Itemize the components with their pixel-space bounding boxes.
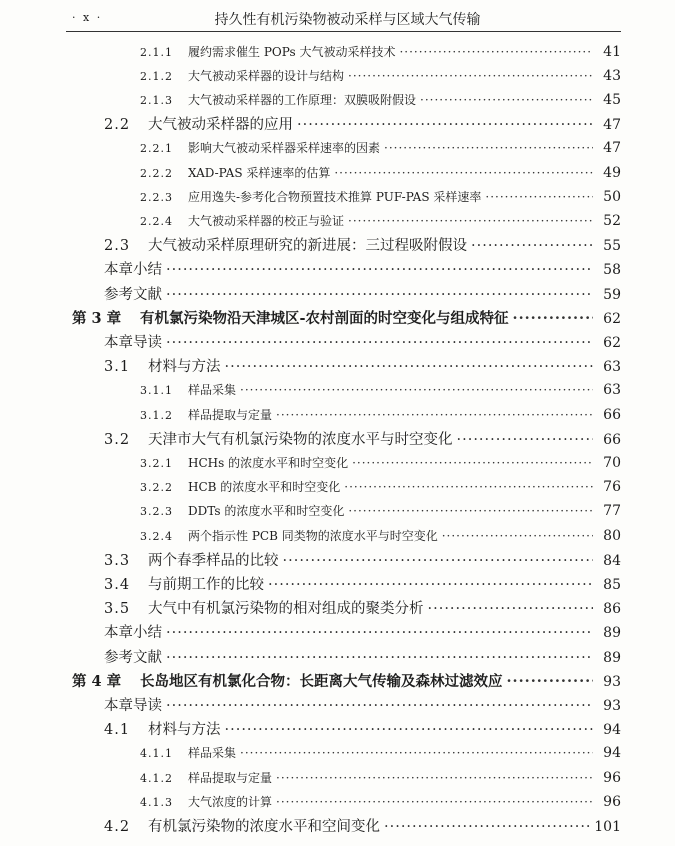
toc-entry-line bbox=[72, 670, 621, 691]
toc-entry-line bbox=[104, 597, 621, 618]
section-title: 影响大气被动采样器采样速率的因素 bbox=[188, 141, 381, 156]
section-number: 2.2.4 bbox=[140, 214, 173, 228]
section-title: 样品采集 bbox=[188, 383, 237, 398]
section-number: 3.2.4 bbox=[140, 529, 173, 543]
dot-leader bbox=[225, 722, 594, 738]
section-title: 大气被动采样器的应用 bbox=[148, 117, 293, 134]
toc-entry-line bbox=[104, 549, 621, 570]
toc-entry[interactable] bbox=[0, 814, 675, 836]
section-number: 2.3 bbox=[104, 238, 131, 255]
dot-leader bbox=[471, 238, 593, 254]
section-number: 4.1.2 bbox=[140, 771, 173, 785]
toc-entry[interactable] bbox=[0, 427, 675, 449]
book-title: 持久性有机污染物被动采样与区域大气传输 bbox=[214, 12, 481, 28]
toc-entry-line bbox=[104, 621, 621, 642]
page-number-ref: 47 bbox=[603, 140, 621, 157]
toc-entry[interactable] bbox=[0, 451, 675, 473]
toc-entry-line bbox=[104, 355, 621, 376]
section-number: 2.1.3 bbox=[140, 93, 173, 107]
page-number-ref: 55 bbox=[603, 238, 621, 255]
section-number: 3.1.2 bbox=[140, 408, 173, 422]
toc-entry-line bbox=[104, 331, 621, 352]
toc-entry[interactable] bbox=[0, 40, 675, 62]
toc-entry-line bbox=[104, 694, 621, 715]
toc-entry[interactable] bbox=[0, 621, 675, 643]
section-title: 履约需求催生 POPs 大气被动采样技术 bbox=[188, 44, 396, 59]
section-number: 3.3 bbox=[104, 552, 131, 569]
section-title: DDTs 的浓度水平和时空变化 bbox=[188, 504, 345, 519]
toc-entry-line bbox=[140, 212, 621, 229]
page-number-ref: 50 bbox=[603, 188, 621, 205]
page-number-ref: 94 bbox=[603, 745, 621, 762]
dot-leader bbox=[166, 335, 593, 351]
dot-leader bbox=[166, 262, 593, 278]
section-title: 参考文献 bbox=[104, 286, 162, 303]
dot-leader bbox=[348, 69, 593, 83]
page-number-ref: 84 bbox=[603, 552, 621, 569]
toc-entry[interactable] bbox=[0, 355, 675, 377]
page-number-ref: 96 bbox=[603, 793, 621, 810]
section-title: 大气浓度的计算 bbox=[188, 794, 273, 809]
section-number: 2.2.3 bbox=[140, 190, 173, 204]
section-title: 参考文献 bbox=[104, 649, 162, 666]
page-number-ref: 76 bbox=[603, 479, 621, 496]
toc-entry-line bbox=[140, 164, 621, 181]
section-title: 本章小结 bbox=[104, 262, 162, 279]
toc-entry[interactable] bbox=[0, 282, 675, 304]
section-title: 本章小结 bbox=[104, 625, 162, 642]
toc-entry-line bbox=[140, 91, 621, 108]
section-title: HCHs 的浓度水平和时空变化 bbox=[188, 455, 349, 470]
dot-leader bbox=[485, 190, 593, 204]
toc-entry-line bbox=[104, 428, 621, 449]
toc-entry[interactable] bbox=[0, 137, 675, 159]
dot-leader bbox=[276, 408, 593, 422]
section-title: 本章导读 bbox=[104, 697, 162, 714]
dot-leader bbox=[283, 553, 594, 569]
running-header bbox=[0, 0, 675, 35]
dot-leader bbox=[428, 601, 594, 617]
toc-entry-line bbox=[140, 793, 621, 810]
page-number-ref: 52 bbox=[603, 212, 621, 229]
dot-leader bbox=[399, 45, 593, 59]
section-title: 大气被动采样器的工作原理：双膜吸附假设 bbox=[188, 92, 417, 107]
section-title: 样品采集 bbox=[188, 746, 237, 761]
page-number-ref: 63 bbox=[603, 359, 621, 376]
page-number-ref: 89 bbox=[603, 649, 621, 666]
page-number-ref: 45 bbox=[603, 91, 621, 108]
toc-entry[interactable] bbox=[0, 766, 675, 788]
page-number-ref: 94 bbox=[603, 722, 621, 739]
section-title: 大气被动采样器的设计与结构 bbox=[188, 68, 345, 83]
toc-entry-line bbox=[104, 113, 621, 134]
toc-entry[interactable] bbox=[0, 476, 675, 498]
toc-entry[interactable] bbox=[0, 548, 675, 570]
toc-entry[interactable] bbox=[0, 718, 675, 740]
section-number: 2.1.2 bbox=[140, 69, 173, 83]
dot-leader bbox=[348, 214, 593, 228]
section-number: 2.2 bbox=[104, 117, 131, 134]
dot-leader bbox=[507, 673, 594, 690]
toc-entry-line bbox=[140, 478, 621, 495]
toc-entry[interactable] bbox=[0, 742, 675, 764]
section-title: HCB 的浓度水平和时空变化 bbox=[188, 480, 341, 495]
toc-entry[interactable] bbox=[0, 209, 675, 231]
dot-leader bbox=[240, 383, 593, 397]
toc-entry-line bbox=[140, 406, 621, 423]
toc-entry-line bbox=[104, 718, 621, 739]
page-number-ref: 41 bbox=[603, 43, 621, 60]
section-number: 3.2 bbox=[104, 431, 131, 448]
page-number-ref: 93 bbox=[603, 697, 621, 714]
section-title: 长岛地区有机氯化合物：长距离大气传输及森林过滤效应 bbox=[140, 672, 503, 690]
section-number: 4.1.3 bbox=[140, 795, 173, 809]
page-number-ref: 96 bbox=[603, 769, 621, 786]
toc-entry-line bbox=[140, 744, 621, 761]
toc-entry[interactable] bbox=[0, 306, 675, 328]
toc-entry[interactable] bbox=[0, 161, 675, 183]
section-number: 3.1.1 bbox=[140, 384, 173, 398]
toc-entry-line bbox=[140, 769, 621, 786]
dot-leader bbox=[276, 771, 593, 785]
toc-entry[interactable] bbox=[0, 403, 675, 425]
section-title: 大气中有机氯污染物的相对组成的聚类分析 bbox=[148, 601, 424, 618]
section-number: 3.4 bbox=[104, 576, 131, 593]
toc-entry-line bbox=[104, 646, 621, 667]
toc-entry[interactable] bbox=[0, 258, 675, 280]
page-number-ref: 93 bbox=[603, 673, 621, 690]
dot-leader bbox=[166, 650, 593, 666]
dot-leader bbox=[240, 746, 593, 760]
dot-leader bbox=[457, 432, 594, 448]
toc-entry-line bbox=[104, 234, 621, 255]
toc-entry[interactable] bbox=[0, 113, 675, 135]
toc-entry[interactable] bbox=[0, 645, 675, 667]
section-number: 第 3 章 bbox=[72, 309, 122, 327]
toc-entry[interactable] bbox=[0, 379, 675, 401]
toc-entry[interactable] bbox=[0, 88, 675, 110]
toc-entry-line bbox=[140, 43, 621, 60]
dot-leader bbox=[352, 456, 593, 470]
section-title: 两个春季样品的比较 bbox=[148, 552, 279, 569]
page-number-ref: 101 bbox=[594, 818, 621, 835]
section-title: XAD-PAS 采样速率的估算 bbox=[188, 165, 331, 180]
section-title: 应用逸失-参考化合物预置技术推算 PUF-PAS 采样速率 bbox=[188, 189, 482, 204]
dot-leader bbox=[442, 529, 593, 543]
section-title: 样品提取与定量 bbox=[188, 407, 273, 422]
dot-leader bbox=[513, 310, 593, 327]
dot-leader bbox=[166, 625, 593, 641]
dot-leader bbox=[420, 93, 593, 107]
page-number-ref: 86 bbox=[603, 601, 621, 618]
page-number-ref: 77 bbox=[603, 503, 621, 520]
toc-entry[interactable] bbox=[0, 597, 675, 619]
section-number: 3.2.2 bbox=[140, 481, 173, 495]
section-number: 4.2 bbox=[104, 818, 131, 835]
page-number-ref: 43 bbox=[603, 67, 621, 84]
dot-leader bbox=[297, 117, 593, 133]
toc-entry-line bbox=[140, 139, 621, 156]
section-title: 与前期工作的比较 bbox=[148, 576, 264, 593]
dot-leader bbox=[344, 480, 593, 494]
section-number: 第 4 章 bbox=[72, 672, 122, 690]
dot-leader bbox=[348, 504, 593, 518]
page-number-ref: 80 bbox=[603, 527, 621, 544]
toc-entry-line bbox=[140, 188, 621, 205]
dot-leader bbox=[268, 577, 593, 593]
section-number: 3.2.1 bbox=[140, 456, 173, 470]
section-title: 大气被动采样原理研究的新进展：三过程吸附假设 bbox=[148, 238, 467, 255]
page-number-ref: 49 bbox=[603, 164, 621, 181]
section-number: 4.1.1 bbox=[140, 747, 173, 761]
page-number-ref: 62 bbox=[603, 310, 621, 327]
toc-entry[interactable] bbox=[0, 669, 675, 691]
section-title: 材料与方法 bbox=[148, 722, 221, 739]
toc-entry[interactable] bbox=[0, 64, 675, 86]
toc-entry-line bbox=[140, 67, 621, 84]
toc-entry[interactable] bbox=[0, 330, 675, 352]
page-number-ref: 70 bbox=[603, 454, 621, 471]
page-number-ref: 63 bbox=[603, 382, 621, 399]
section-title: 有机氯污染物沿天津城区-农村剖面的时空变化与组成特征 bbox=[140, 309, 509, 327]
dot-leader bbox=[276, 795, 593, 809]
page-number-ref: 47 bbox=[603, 117, 621, 134]
toc-entry-line bbox=[140, 454, 621, 471]
toc-entry[interactable] bbox=[0, 234, 675, 256]
header-rule bbox=[66, 31, 621, 32]
toc-entry[interactable] bbox=[0, 500, 675, 522]
section-title: 材料与方法 bbox=[148, 359, 221, 376]
toc-entry-line bbox=[140, 527, 621, 544]
section-number: 4.1 bbox=[104, 722, 131, 739]
section-number: 2.1.1 bbox=[140, 45, 173, 59]
toc-entry-line bbox=[104, 258, 621, 279]
section-title: 天津市大气有机氯污染物的浓度水平与时空变化 bbox=[148, 431, 453, 448]
dot-leader bbox=[225, 359, 594, 375]
dot-leader bbox=[166, 287, 593, 303]
page-number-ref: 59 bbox=[603, 286, 621, 303]
dot-leader bbox=[166, 698, 593, 714]
section-title: 样品提取与定量 bbox=[188, 770, 273, 785]
section-number: 3.5 bbox=[104, 601, 131, 618]
page-number-ref: 62 bbox=[603, 334, 621, 351]
toc-entry[interactable] bbox=[0, 185, 675, 207]
toc-entry-line bbox=[140, 502, 621, 519]
page-number-ref: 85 bbox=[603, 576, 621, 593]
page-number-ref: 66 bbox=[603, 431, 621, 448]
toc-entry-line bbox=[72, 307, 621, 328]
toc-entry[interactable] bbox=[0, 790, 675, 812]
dot-leader bbox=[384, 141, 593, 155]
page-number-ref: 58 bbox=[603, 262, 621, 279]
section-title: 两个指示性 PCB 同类物的浓度水平与时空变化 bbox=[188, 528, 438, 543]
section-number: 2.2.1 bbox=[140, 142, 173, 156]
page-number: · x · bbox=[72, 11, 103, 24]
section-title: 本章导读 bbox=[104, 334, 162, 351]
page-number-ref: 66 bbox=[603, 406, 621, 423]
toc-entry[interactable] bbox=[0, 524, 675, 546]
toc-entry-line bbox=[104, 283, 621, 304]
toc-entry-line bbox=[104, 573, 621, 594]
page-number-ref: 89 bbox=[603, 625, 621, 642]
toc-entry-line bbox=[104, 815, 621, 836]
section-number: 2.2.2 bbox=[140, 166, 173, 180]
toc-entry[interactable] bbox=[0, 693, 675, 715]
toc-entry-line bbox=[140, 381, 621, 398]
toc-entry[interactable] bbox=[0, 572, 675, 594]
dot-leader bbox=[334, 166, 593, 180]
section-number: 3.1 bbox=[104, 359, 131, 376]
section-title: 大气被动采样器的校正与验证 bbox=[188, 213, 345, 228]
section-number: 3.2.3 bbox=[140, 505, 173, 519]
dot-leader bbox=[384, 819, 590, 835]
section-title: 有机氯污染物的浓度水平和空间变化 bbox=[148, 818, 380, 835]
